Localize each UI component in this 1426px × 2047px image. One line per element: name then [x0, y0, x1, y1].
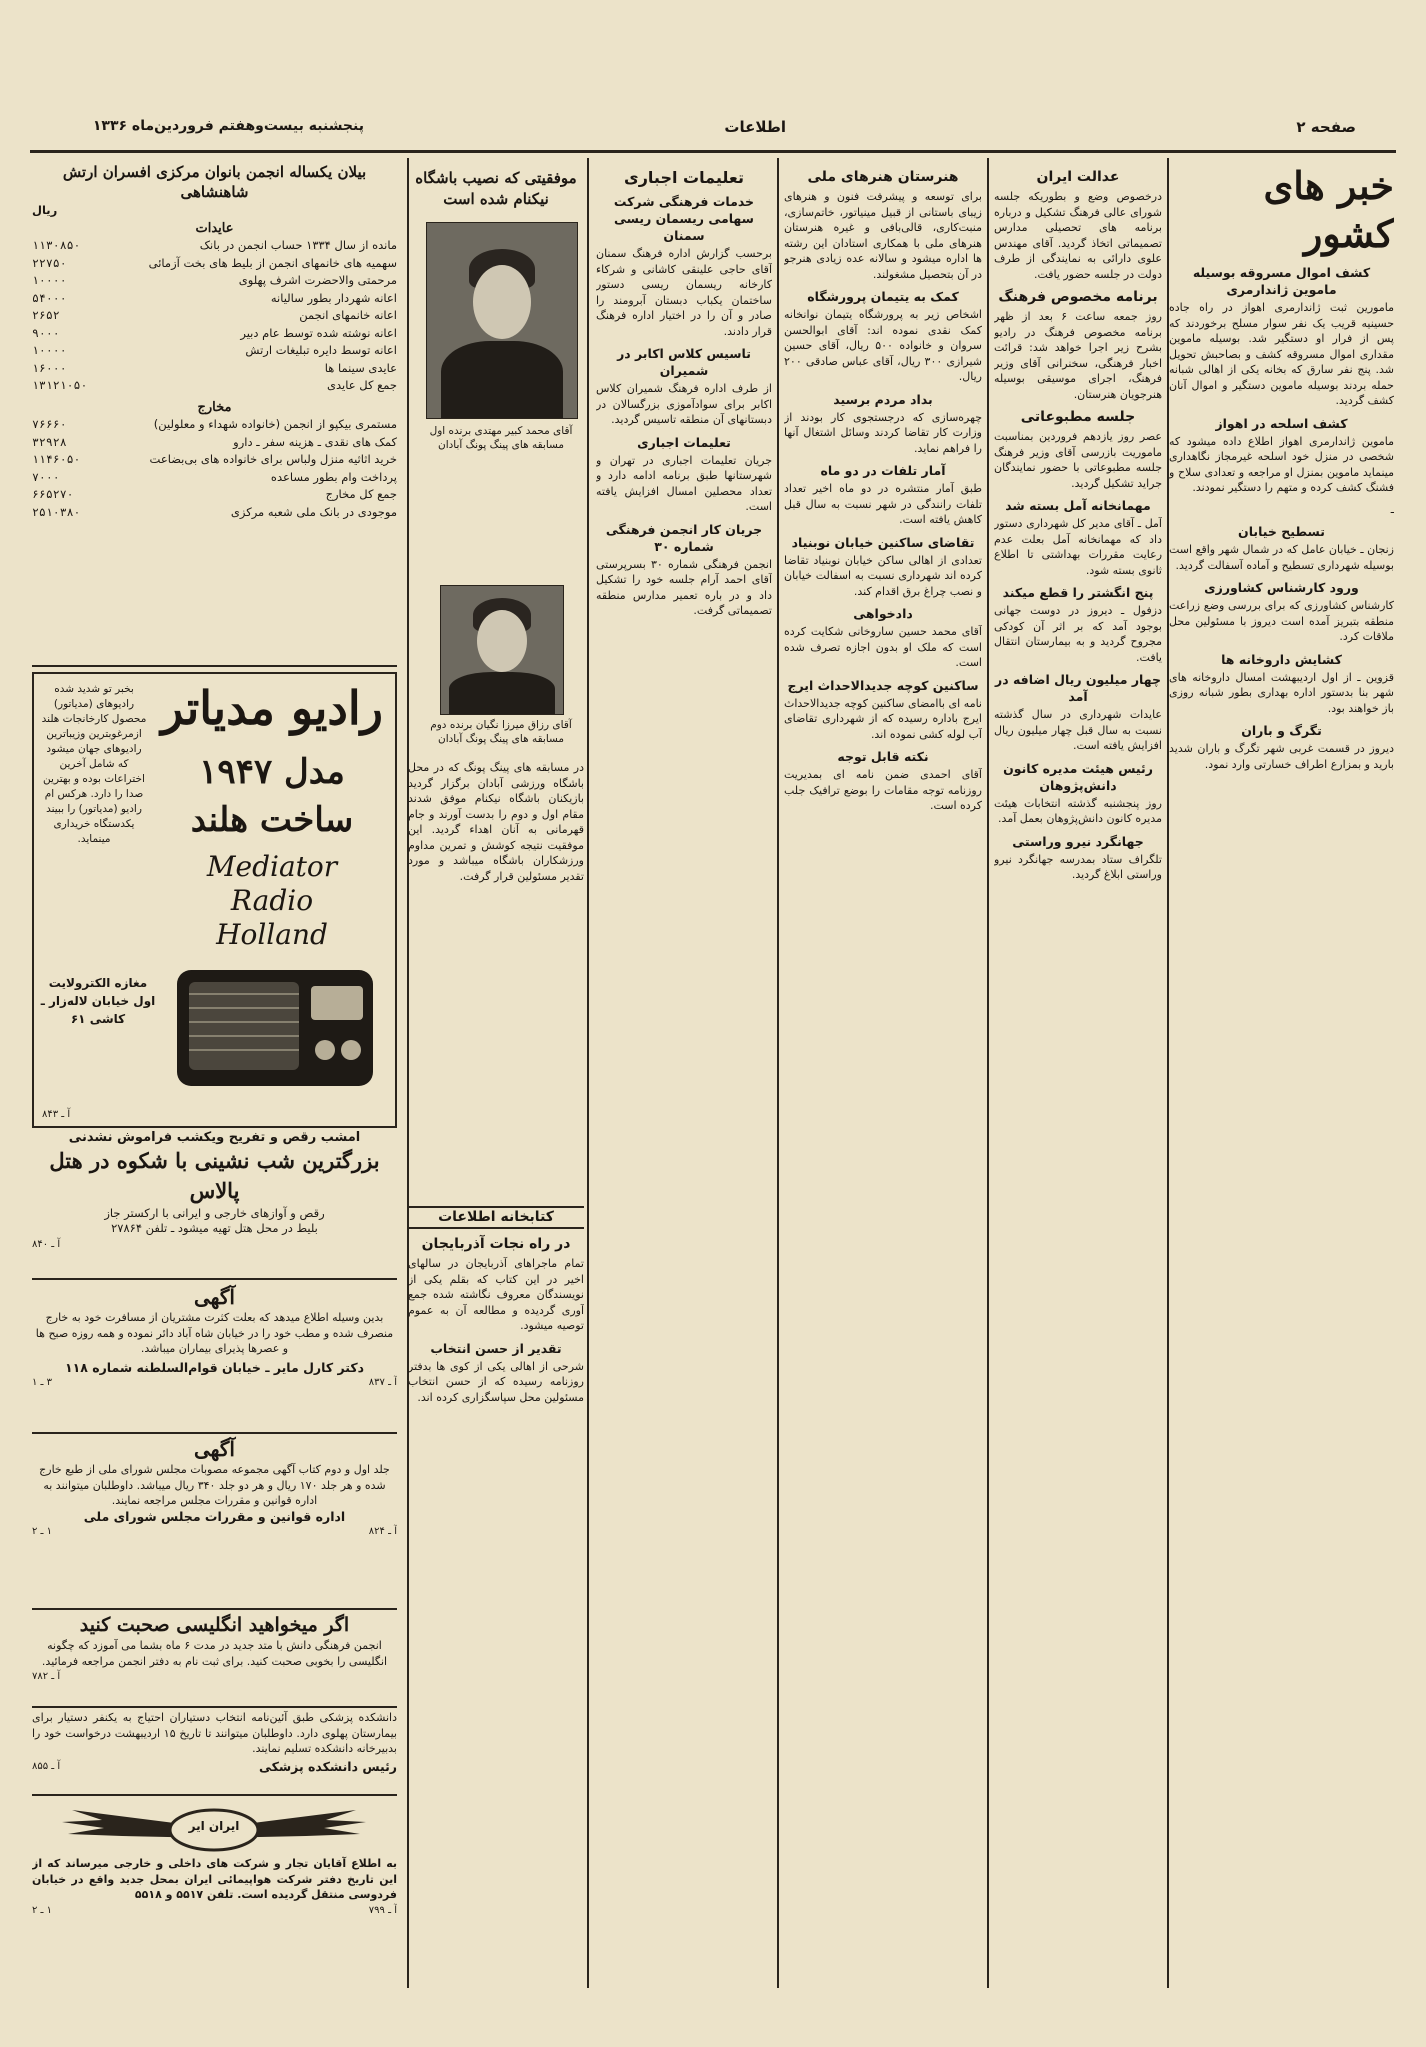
article-body: برای توسعه و پیشرفت فنون و هنرهای زیبای باستانی از قبیل مینیاتور، خاتم‌سازی، منبت‌کاری، قالی‌بافی و غیره هنرستان هنرهای ملی با همکاری استادان این رشته ها اداره میشود و سالانه عده زیادی هنرجو در آن بتحصیل مشغولند.	[784, 190, 982, 281]
article-title: کمک به یتیمان پرورشگاه	[807, 289, 959, 304]
article-title: تسطیح خیابان	[1238, 524, 1325, 539]
ledger-amount: ۷۰۰۰	[32, 469, 60, 484]
ad-ref: ۱ ـ ۲	[32, 1526, 53, 1537]
ad-line: امشب رقص و تفریح ویکشب فراموش نشدنی	[68, 1130, 361, 1145]
ledger-amount: ۶۶۵۲۷۰	[32, 487, 74, 501]
airline-logo-text: ایران ایر	[188, 1819, 240, 1833]
ledger-amount: ۱۰۰۰۰	[32, 343, 67, 357]
ad-ref: آ ـ ۷۹۹	[368, 1904, 397, 1916]
photo-caption: آقای رزاق میرزا نگیان برنده دوم مسابقه های پینگ پونگ آبادان	[430, 719, 572, 745]
article-body: نامه ای باامضای ساکنین کوچه جدیدالاحداث ایرج باداره رسیده که از شهرداری تقاضای آب لوله کشی نموده اند.	[784, 696, 982, 741]
ad-line: بلیط در محل هتل تهیه میشود ـ تلفن ۲۷۸۶۴	[111, 1221, 318, 1235]
office-name: اداره قوانین و مقررات مجلس شورای ملی	[83, 1508, 346, 1524]
article-title: رئیس هیئت مدیره کانون دانش‌پژوهان	[1003, 760, 1153, 793]
column-5-body	[408, 760, 584, 1190]
column-rule	[587, 158, 589, 1988]
radio-model: مدل ۱۹۴۷	[199, 752, 345, 792]
article-body: طبق آمار منتشره در دو ماه اخیر تعداد تلفات رانندگی در شهر نسبت به سال قبل کاهش یافته است.	[784, 482, 982, 526]
article-title: عدالت ایران	[1036, 169, 1120, 185]
section-heading: کتابخانه اطلاعات	[408, 1206, 584, 1229]
paper-name: اطلاعات	[724, 118, 786, 136]
article-title: تعلیمات اجباری	[637, 434, 731, 450]
article-title: کشف اسلحه در اهواز	[1215, 415, 1348, 431]
article-body: روز جمعه ساعت ۶ بعد از ظهر برنامه مخصوص فرهنگ در رادیو بشرح زیر اجرا خواهد شد: قرائت اخبار فرهنگی، سخنرانی آقای وزیر فرهنگ، اجرای موسیقی بوسیله هنرجویان هنرستان.	[994, 310, 1162, 401]
article-body: آقای احمدی ضمن نامه ای بمدیریت روزنامه توجه مقامات را بوضع ترافیک جلب کرده است.	[784, 768, 982, 812]
ledger-row	[32, 342, 397, 360]
section-rule	[32, 1794, 397, 1796]
article-title: بداد مردم برسید	[833, 391, 933, 407]
ledger-label: سهمیه های خانمهای انجمن از بلیط های بخت آزمائی	[148, 255, 397, 270]
ledger-row	[32, 504, 397, 522]
income-list	[32, 237, 397, 395]
ledger-label: اعانه شهردار بطور سالیانه	[270, 290, 397, 305]
article-title: دادخواهی	[853, 606, 913, 621]
article-body: عصر روز یازدهم فروردین بمناسبت ماموریت بازرسی آقای وزیر فرهنگ جلسه مطبوعاتی با حضور نمایندگان جراید تشکیل گردید.	[994, 430, 1162, 490]
ledger-row	[32, 416, 397, 434]
article-body: آمل ـ آقای مدیر کل شهرداری دستور داد که مهمانخانه آمل بعلت عدم رعایت مقررات بهداشتی تا اطلاع ثانوی بسته شود.	[994, 517, 1162, 577]
article-body: ماموین ژاندارمری اهواز اطلاع داده میشود که شخصی در منزل خود اسلحه غیرمجاز نگاهداری مینماید ماموین بمنزل او مراجعه و تعدادی سلاح و فشنگ کشف کرده و متهم را دستگیر نمودند.	[1169, 434, 1394, 494]
article-title: ساکنین کوچه جدیدالاحداث ایرج	[787, 677, 979, 693]
article-title: هنرستان هنرهای ملی	[807, 169, 959, 185]
english-class-advertisement	[32, 1612, 397, 1704]
article-title: کشف اموال مسروقه بوسیله ماموین ژاندارمری	[1192, 265, 1371, 297]
column-rule	[777, 158, 779, 1988]
ledger-amount: ۱۳۱۲۱۰۵۰	[32, 378, 88, 392]
ad-ref: آ ـ ۸۴۳	[42, 1109, 71, 1120]
ledger-amount: ۱۰۰۰۰	[32, 273, 67, 287]
ledger-amount: ۹۰۰۰	[32, 325, 60, 340]
ledger-amount: ۲۶۵۲	[32, 308, 60, 322]
ledger-row	[32, 451, 397, 469]
article-title: جهانگرد نیرو وراستی	[1012, 833, 1144, 849]
column-2	[994, 162, 1162, 1992]
article-body: دزفول ـ دیروز در دوست جهانی بوجود آمد که بر اثر آن کودکی مجروح گردید و به بیمارستان انتقال یافت.	[994, 604, 1162, 664]
ledger-row	[32, 360, 397, 378]
radio-headline: رادیو مدیاتر	[161, 681, 383, 735]
ledger-amount: ۲۲۷۵۰	[32, 255, 67, 270]
article-title: چهار میلیون ریال اضافه در آمد	[995, 672, 1161, 704]
ledger-amount: ۲۵۱۰۳۸۰	[32, 504, 81, 519]
airline-advertisement	[32, 1798, 397, 1988]
article-title: در راه نجات آذربایجان	[421, 1236, 571, 1252]
article-subtitle: خدمات فرهنگی شرکت سهامی ریسمان ریسی سمنان	[613, 194, 755, 243]
portrait-photo	[440, 585, 564, 715]
brand-line: Holland	[216, 918, 328, 951]
ad-ref: آ ـ ۸۳۷	[368, 1377, 397, 1388]
article-body: دیروز در قسمت غربی شهر تگرگ و باران شدید بارید و بمزارع اطراف خسارتی وارد نمود.	[1169, 742, 1394, 771]
section-rule	[32, 1608, 397, 1610]
notice-title: آگهی	[194, 1285, 235, 1309]
ledger-unit: ریال	[32, 203, 58, 217]
notice-body: بدین وسیله اطلاع میدهد که بعلت کثرت مشتریان از مسافرت خود به خارج منصرف شده و مطب خود را در خیابان شاه آباد دائر نموده و همه روزه صبح ها و عصرها پذیرای بیماران میباشد.	[35, 1311, 394, 1355]
ledger-label: عایدی سینما ها	[324, 360, 397, 375]
article-title: نکته قابل توجه	[837, 749, 929, 764]
ad-headline: بزرگترین شب نشینی با شکوه در هتل پالاس	[49, 1147, 380, 1203]
ledger-row	[32, 469, 397, 487]
ledger-amount: ۵۴۰۰۰	[32, 290, 67, 305]
article-title: برنامه مخصوص فرهنگ	[998, 289, 1158, 305]
ad-ref: آ ـ ۸۴۰	[32, 1238, 61, 1250]
ledger-label: اعانه خانمهای انجمن	[299, 308, 397, 322]
ledger-label: پرداخت وام بطور مساعده	[270, 469, 397, 484]
ad-headline: اگر میخواهید انگلیسی صحبت کنید	[79, 1614, 350, 1636]
article-title: مهمانخانه آمل بسته شد	[1005, 498, 1151, 513]
portrait-photo	[426, 222, 578, 419]
column-1: خبر های کشور کشف اموال مسروقه بوسیله ماموین ژاندارمری مامورین ثبت ژاندارمری اهواز در راه جاده حسینیه قریب یک نفر سوار مسلح برخوردند که پس از فرار او دستگیر شد. بوسیله ماموین مقداری اموال مسروقه کشف و بصاحبش تحویل شد. پنج نفر سارق که بخانه یکی از اهالی شبانه حمله بردند بوسیله ماموین دستگیر و اموال آنان کشف گردید. کشف اسلحه در اهواز ماموین ژاندارمری اهواز اطلاع داده میشود که شخصی در منزل خود اسلحه غیرمجاز نگاهداری مینماید ماموین بمنزل او مراجعه و تعدادی سلاح و فشنگ کشف کرده و متهم را دستگیر نمودند. ـ تسطیح خیابان زنجان ـ خیابان عامل که در شمال شهر واقع است بوسیله شهرداری تسطیح و آماده آسفالت گردید. ورود کارشناس کشاورزی کارشناس کشاورزی که برای بررسی وضع زراعت منطقه بتبریز آمده است دیروز با مسئولین محل ملاقات کرد. کشایش داروخانه ها قزوین ـ از اول اردیبهشت امسال داروخانه های شهر بنا بدستور اداره بهداری بطور شبانه روزی باز خواهند بود. تگرگ و باران دیروز در قسمت غربی شهر تگرگ و باران شدید بارید و بمزارع اطراف خسارتی وارد نمود.	[1169, 163, 1394, 771]
ledger-row	[32, 434, 397, 452]
ledger-amount: ۱۱۴۶۰۵۰	[32, 452, 81, 466]
column-3	[784, 162, 982, 1992]
notice-body: جلد اول و دوم کتاب آگهی مجموعه مصوبات مجلس شورای ملی از طبع خارج شده و هر جلد ۱۷۰ ریال و هر دو جلد ۳۴۰ ریال میباشد. داوطلبان میتوانند به اداره قوانین و مقررات مجلس مراجعه نمایند.	[39, 1463, 390, 1507]
article-body: مامورین ثبت ژاندارمری اهواز در راه جاده حسینیه قریب یک نفر سوار مسلح برخوردند که پس از فرار او دستگیر شد. بوسیله ماموین مقداری اموال مسروقه کشف و بصاحبش تحویل شد. پنج نفر سارق که بخانه یکی از اهالی شبانه حمله بردند بوسیله ماموین دستگیر و اموال آنان کشف گردید.	[1169, 301, 1394, 407]
article-body: آقای محمد حسین ساروخانی شکایت کرده است که ملک او بدون اجازه تصرف شده است.	[784, 625, 982, 669]
article-body: روز پنجشنبه گذشته انتخابات هیئت مدیره کانون دانش‌پژوهان بعمل آمد.	[994, 796, 1162, 825]
section-rule	[32, 665, 397, 667]
radio-description: بخبر تو شدید شده رادیوهای (مدیاتور) محصول کارخانجات هلند ازمرغوبترین وزیباترین رادیوهای جهان میشود که شامل آخرین اختراعات بوده و بهترین صدا را دارد. هرکس ام رادیو (مدیاتور) را ببیند یکدستگاه خریداری مینماید.	[41, 683, 147, 845]
article-title: ورود کارشناس کشاورزی	[1204, 580, 1359, 595]
ledger-label: مرحمتی والاحضرت اشرف پهلوی	[238, 273, 397, 287]
article-title: جلسه مطبوعاتی	[1020, 409, 1136, 425]
article-body: جریان تعلیمات اجباری در تهران و شهرستانها طبق برنامه ادامه دارد و تعداد محصلین امسال افزایش یافته است.	[596, 453, 772, 513]
article-title: تقاضای ساکنین خیابان نوبنیاد	[791, 534, 975, 550]
ad-signature: رئیس دانشکده پزشکی	[258, 1758, 397, 1774]
section-heading: خبر های کشور	[1263, 163, 1394, 256]
article-title: آمار تلفات در دو ماه	[820, 463, 946, 478]
notice-title: آگهی	[194, 1437, 235, 1461]
article-body: اشخاص زیر به پرورشگاه یتیمان نوانخانه کمک نقدی نموده اند: آقای ابوالحسن سروان و خانواده ۵۰۰ ریال، آقای حسین شیرازی ۳۰۰ ریال، آقای عباس صادقی ۲۰۰ ریال.	[784, 308, 982, 383]
article-body: زنجان ـ خیابان عامل که در شمال شهر واقع است بوسیله شهرداری تسطیح و آماده آسفالت گردید.	[1169, 543, 1394, 572]
ad-ref: آ ـ ۸۲۴	[368, 1526, 397, 1537]
radio-origin: ساخت هلند	[190, 800, 354, 840]
ledger-label: جمع کل مخارج	[325, 487, 397, 501]
ad-ref: ۱ ـ ۲	[32, 1904, 53, 1916]
section-rule	[32, 1432, 397, 1434]
issue-date: پنجشنبه بیست‌وهفتم فروردین‌ماه ۱۳۳۶	[92, 118, 364, 134]
article-body: کارشناس کشاورزی که برای بررسی وضع زراعت منطقه بتبریز آمده است دیروز با مسئولین محل ملاقات کرد.	[1169, 599, 1394, 643]
medical-school-advertisement	[32, 1710, 397, 1792]
section-rule	[32, 1706, 397, 1708]
ledger-label: مستمری بیکپو از انجمن (خانواده شهداء و معلولین)	[153, 417, 397, 431]
ad-ref: ۳ ـ ۱	[32, 1377, 53, 1388]
article-body: قزوین ـ از اول اردیبهشت امسال داروخانه های شهر بنا بدستور اداره بهداری بطور شبانه روزی باز خواهند بود.	[1169, 670, 1394, 715]
ledger-title: بیلان یکساله انجمن بانوان مرکزی افسران ارتش شاهنشاهی	[62, 163, 367, 201]
doctor-name: دکتر کارل مایر ـ خیابان قوام‌السلطنه شماره ۱۱۸	[64, 1359, 365, 1375]
ad-ref: آ ـ ۸۵۵	[32, 1760, 61, 1772]
article-title: جریان کار انجمن فرهنگی شماره ۳۰	[605, 521, 763, 554]
expense-heading: مخارج	[197, 399, 232, 415]
ledger-row	[32, 325, 397, 343]
ledger-label: موجودی در بانک ملی شعبه مرکزی	[230, 504, 397, 519]
ad-body: دانشکده پزشکی طبق آئین‌نامه انتخاب دستیاران احتیاج به یکنفر دستیار برای بیمارستان پهلوی دارد. داوطلبان میتوانند تا تاریخ ۱۵ اردیبهشت درخواست خود را بدبیرخانه دانشکده تسلیم نمایند.	[32, 1711, 397, 1755]
section-rule	[32, 1278, 397, 1280]
article-body: شرحی از اهالی یکی از کوی ها بدفتر روزنامه رسیده که از حسن انتخاب مسئولین محل سپاسگزاری کرده اند.	[408, 1359, 584, 1404]
brand-line: Radio	[230, 884, 314, 917]
article-body: برحسب گزارش اداره فرهنگ سمنان آقای حاجی علینقی کاشانی و شرکاء کارخانه ریسمان ریسی دستور ساختمان یکباب دبستان آبرومند را صادر و آن را در اختیار اداره فرهنگ قرار دادند.	[596, 247, 772, 338]
expense-list	[32, 416, 397, 521]
ad-body: انجمن فرهنگی دانش با متد جدید در مدت ۶ ماه بشما می آموزد که چگونه انگلیسی را بخوبی صحبت کنید. برای ثبت نام به دفتر انجمن مراجعه فرمائید.	[41, 1639, 388, 1668]
ad-body: به اطلاع آقایان تجار و شرکت های داخلی و خارجی میرساند که از این تاریخ دفتر شرکت هواپیمائی ایران بمحل جدید واقع در خیابان فردوسی منتقل گردیده است. تلفن ۵۵۱۷ و ۵۵۱۸	[32, 1857, 397, 1901]
article-body: درخصوص وضع و بطوریکه جلسه شورای عالی فرهنگ تشکیل و درباره برنامه های تحصیلی مدارس تصمیماتی اتخاذ گردید. آقای مهندس علوی دارائی به نمایندگی از طرف دولت در جلسه حضور یافت.	[994, 190, 1162, 281]
ledger-amount: ۷۶۶۶۰	[32, 417, 67, 431]
palace-advertisement	[32, 1130, 397, 1280]
article-body: عایدات شهرداری در سال گذشته نسبت به سال قبل چهار میلیون ریال افزایش یافته است.	[994, 708, 1162, 752]
ledger-row	[32, 255, 397, 273]
article-body: تمام ماجراهای آذربایجان در سالهای اخیر در این کتاب که بقلم یکی از نویسندگان معروف نگاشته شده جمع آوری گردیده و مطالعه آن به عموم توصیه میشود.	[408, 1257, 584, 1332]
ledger-label: مانده از سال ۱۳۳۴ حساب انجمن در بانک	[199, 238, 397, 252]
article-title: کشایش داروخانه ها	[1221, 651, 1342, 667]
article-title: تگرگ و باران	[1241, 723, 1322, 738]
article-title: تاسیس کلاس اکابر در شمیران	[617, 346, 751, 378]
article-body: از طرف اداره فرهنگ شمیران کلاس اکابر برای سوادآموزی بزرگسالان در دبستانهای آن منطقه تاسیس گردید.	[596, 382, 772, 426]
article-body: تلگراف ستاد بمدرسه جهانگرد نیرو وراستی ابلاغ گردید.	[994, 852, 1162, 881]
radio-set-icon	[175, 964, 375, 1088]
article-title: پنج انگشتر را قطع میکند	[1002, 585, 1154, 600]
ledger-label: کمک های نقدی ـ هزینه سفر ـ دارو	[233, 434, 397, 449]
page-label: صفحه ۲	[1296, 118, 1356, 136]
ledger-label: جمع کل عایدی	[327, 378, 397, 392]
brand-line: Mediator	[206, 850, 338, 883]
notice-advertisement	[32, 1284, 397, 1430]
article-body: چهره‌سازی که درجستجوی کار بودند از وزارت کار تقاضا کردند وسائل اشتغال آنها را فراهم نماید.	[784, 410, 982, 455]
ledger-row	[32, 307, 397, 325]
ledger-label: خرید اثاثیه منزل ولباس برای خانواده های بی‌بضاعت	[149, 452, 397, 466]
ledger-amount: ۳۲۹۲۸	[32, 434, 67, 449]
ledger-row	[32, 237, 397, 255]
notice-advertisement	[32, 1436, 397, 1606]
article-body: انجمن فرهنگی شماره ۳۰ بسرپرستی آقای احمد آرام جلسه خود را تشکیل داد و در باره تعمیر مدارس منطقه تصمیماتی گرفت.	[596, 557, 772, 617]
income-heading: عایدات	[195, 220, 234, 236]
radio-advertisement	[32, 672, 397, 1128]
ledger-row	[32, 272, 397, 290]
column-5-lower	[408, 1200, 584, 1980]
ledger-amount: ۱۶۰۰۰	[32, 360, 67, 375]
article-title: تعلیمات اجباری	[624, 168, 744, 187]
radio-shop: مغازه الکترولایت اول خیابان لاله‌زار ـ کاشی ۶۱	[40, 976, 156, 1026]
ledger-amount: ۱۱۳۰۸۵۰	[32, 238, 81, 252]
masthead-rule	[30, 150, 1396, 153]
column-4	[596, 162, 772, 1992]
ledger-row	[32, 486, 397, 504]
column-rule	[987, 158, 989, 1988]
ad-line: رقص و آوازهای خارجی و ایرانی با ارکستر جاز	[104, 1205, 325, 1220]
ledger-label: اعانه نوشته شده توسط عام دبیر	[240, 325, 397, 340]
photo-caption: آقای محمد کبیر مهتدی برنده اول مسابقه های پینگ پونگ آبادان	[429, 425, 573, 451]
ledger-row	[32, 377, 397, 395]
article-title: موفقیتی که نصیب باشگاه نیکنام شده است	[415, 169, 577, 208]
ad-ref: آ ـ ۷۸۲	[32, 1671, 61, 1682]
article-title: تقدیر از حسن انتخاب	[430, 1340, 562, 1356]
article-body: در مسابقه های پینگ پونگ که در محل باشگاه ورزشی آبادان برگزار گردید بازیکنان باشگاه نیکنام موفق شدند مقام اول و دوم را بدست آورند و جام قهرمانی به آنان اهداء گردید. این موفقیت نتیجه کوشش و تمرین مداوم ورزشکاران باشگاه میباشد و مورد تقدیر مسئولین قرار گرفت.	[408, 761, 584, 883]
ledger-label: اعانه توسط دایره تبلیغات ارتش	[245, 343, 397, 357]
article-body: تعدادی از اهالی ساکن خیابان نوبنیاد تقاضا کرده اند شهرداری نسبت به اسفالت خیابان و نصب چراغ برق اقدام کند.	[784, 553, 982, 598]
ledger-row	[32, 290, 397, 308]
ledger-section	[32, 162, 397, 662]
